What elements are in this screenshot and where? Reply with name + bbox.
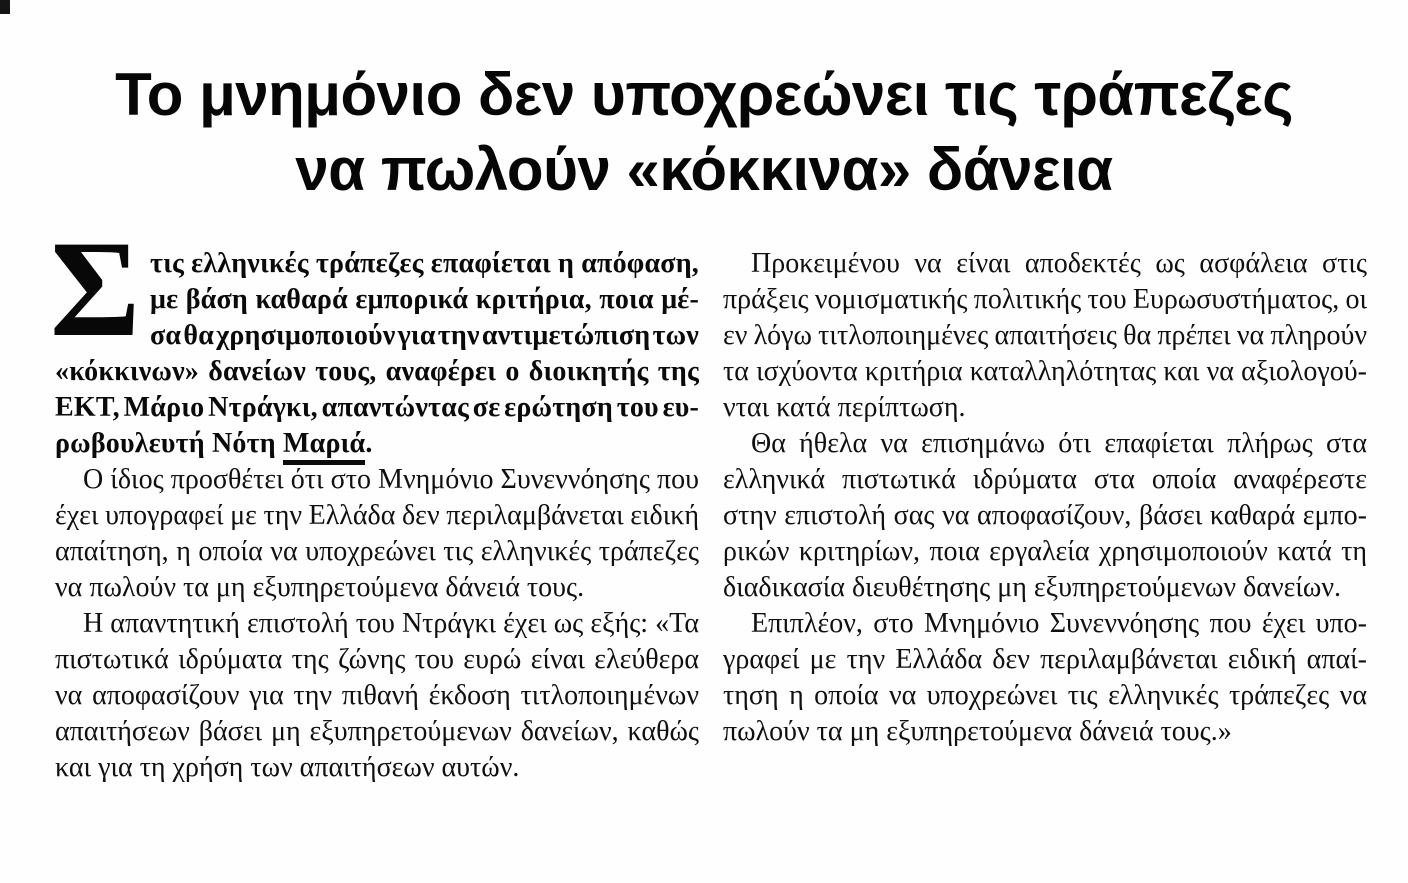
text-line [723,534,1367,570]
text-line-content [723,680,1367,711]
text-line-content [55,536,699,567]
text-line [723,642,1367,678]
text-segment: σα θα χρησιμοποιούν για την αντιμετώπιση των [150,320,699,351]
text-segment: πωλούν τα μη εξυπηρετούμενα δάνειά τους.» [723,716,1232,747]
text-segment: Θα ήθελα να επισημάνω ότι επαφίεται πλήρως στα [751,428,1367,459]
text-segment: τις ελληνικές τράπεζες επαφίεται η απόφαση, [150,248,699,279]
text-segment: Επιπλέον, στο Μνημόνιο Συνεννόησης που έχει υπο- [751,608,1367,639]
paragraph [723,606,1367,750]
text-line [55,462,699,498]
text-line-content [55,752,519,783]
text-segment: ρωβουλευτή Νότη [55,428,284,459]
text-line-content [723,392,966,423]
headline-line-2: να πωλούν «κόκκινα» δάνεια [295,136,1113,203]
text-segment: τηση η οποία να υποχρεώνει τις ελληνικές τράπεζες να [723,680,1367,711]
text-line-content [55,356,699,387]
text-line [55,570,699,606]
text-line-content [55,716,699,747]
text-line-content [723,284,1367,315]
text-line [723,318,1367,354]
underlined-word: Μαριά [283,428,365,465]
text-line-content [55,428,373,465]
text-line [55,282,699,318]
text-segment: «κόκκινων» δανείων τους, αναφέρει ο διοικητής της [55,356,699,387]
headline-line-1: Το μνημόνιο δεν υποχρεώνει τις τράπεζες [115,61,1293,128]
text-segment: να πωλούν τα μη εξυπηρετούμενα δάνειά τους. [55,572,585,603]
text-line-content [55,680,699,711]
text-segment: . [365,428,373,459]
text-line-content [55,392,699,423]
text-segment: νται κατά περίπτωση. [723,392,966,423]
text-line [723,462,1367,498]
text-line [723,246,1367,282]
text-segment: πράξεις νομισματικής πολιτικής του Ευρωσυστήματος, οι [723,284,1367,315]
text-line-content [150,248,699,279]
text-segment: ελληνικά πιστωτικά ιδρύματα στα οποία αναφέρεστε [723,464,1367,495]
text-line [55,534,699,570]
text-segment: τα ισχύοντα κριτήρια καταλληλότητας και να αξιολογού- [723,356,1367,387]
text-line [55,678,699,714]
text-segment: έχει υπογραφεί με την Ελλάδα δεν περιλαμβάνεται ειδική [55,500,699,531]
text-line-content [723,716,1232,747]
text-line [55,750,699,786]
text-segment: Ο ίδιος προσθέτει ότι στο Μνημόνιο Συνεννόησης που [83,464,699,495]
column-1 [50,212,699,786]
article-body [50,212,1367,786]
text-segment: ΕΚΤ, Μάριο Ντράγκι, απαντώντας σε ερώτηση του ευ- [55,392,699,423]
text-line-content [723,644,1367,675]
text-segment: Η απαντητική επιστολή του Ντράγκι έχει ως εξής: «Τα [83,608,699,639]
text-line-content [751,248,1367,279]
text-line [55,426,699,462]
text-line [55,642,699,678]
text-line [55,354,699,390]
text-line [723,282,1367,318]
text-line [723,678,1367,714]
text-line-content [150,284,699,315]
text-line [723,714,1367,750]
drop-cap: Σ [50,212,141,365]
text-line-content [723,536,1367,567]
text-segment: ρικών κριτηρίων, ποια εργαλεία χρησιμοποιούν κατά τη [723,536,1367,567]
text-line [723,498,1367,534]
headline [30,57,1378,207]
text-line-content [55,500,699,531]
text-line [55,318,699,354]
text-line [723,606,1367,642]
text-line-content [751,428,1367,459]
text-line-content [150,320,699,351]
paragraph [723,246,1367,426]
paragraph [723,426,1367,606]
text-line-content [55,572,584,603]
paragraph [55,606,699,786]
text-line [55,606,699,642]
text-line-content [723,464,1367,495]
text-segment: γραφεί με την Ελλάδα δεν περιλαμβάνεται ειδική απαί- [723,644,1367,675]
lead-paragraph [50,212,699,462]
text-segment: διαδικασία διευθέτησης μη εξυπηρετούμενων δανείων. [723,572,1341,603]
text-line [55,714,699,750]
text-line-content [723,572,1341,603]
text-line [55,390,699,426]
text-line [723,390,1367,426]
text-line [723,570,1367,606]
column-2 [723,246,1367,786]
text-segment: να αποφασίζουν για την πιθανή έκδοση τιτλοποιημένων [55,680,699,711]
text-segment: πιστωτικά ιδρύματα της ζώνης του ευρώ είναι ελεύθερα [55,644,699,675]
text-segment: Προκειμένου να είναι αποδεκτές ως ασφάλεια στις [751,248,1367,279]
text-segment: και για τη χρήση των απαιτήσεων αυτών. [55,752,520,783]
text-line-content [751,608,1367,639]
text-line-content [83,464,699,495]
text-line-content [55,644,699,675]
text-segment: με βάση καθαρά εμπορικά κριτήρια, ποια μέ- [150,284,699,315]
text-line-content [723,320,1367,351]
text-line-content [723,356,1367,387]
text-segment: εν λόγω τιτλοποιημένες απαιτήσεις θα πρέπει να πληρούν [723,320,1367,351]
text-line-content [723,500,1367,531]
text-segment: απαιτήσεων βάσει μη εξυπηρετούμενων δανείων, καθώς [55,716,699,747]
scan-artifact-mark [0,0,10,14]
text-line [55,498,699,534]
text-segment: απαίτηση, η οποία να υποχρεώνει τις ελληνικές τράπεζες [55,536,699,567]
paragraph [55,462,699,606]
text-line [723,354,1367,390]
text-line [55,246,699,282]
text-segment: στην επιστολή σας να αποφασίζουν, βάσει καθαρά εμπο- [723,500,1367,531]
text-line [723,426,1367,462]
text-line-content [83,608,699,639]
